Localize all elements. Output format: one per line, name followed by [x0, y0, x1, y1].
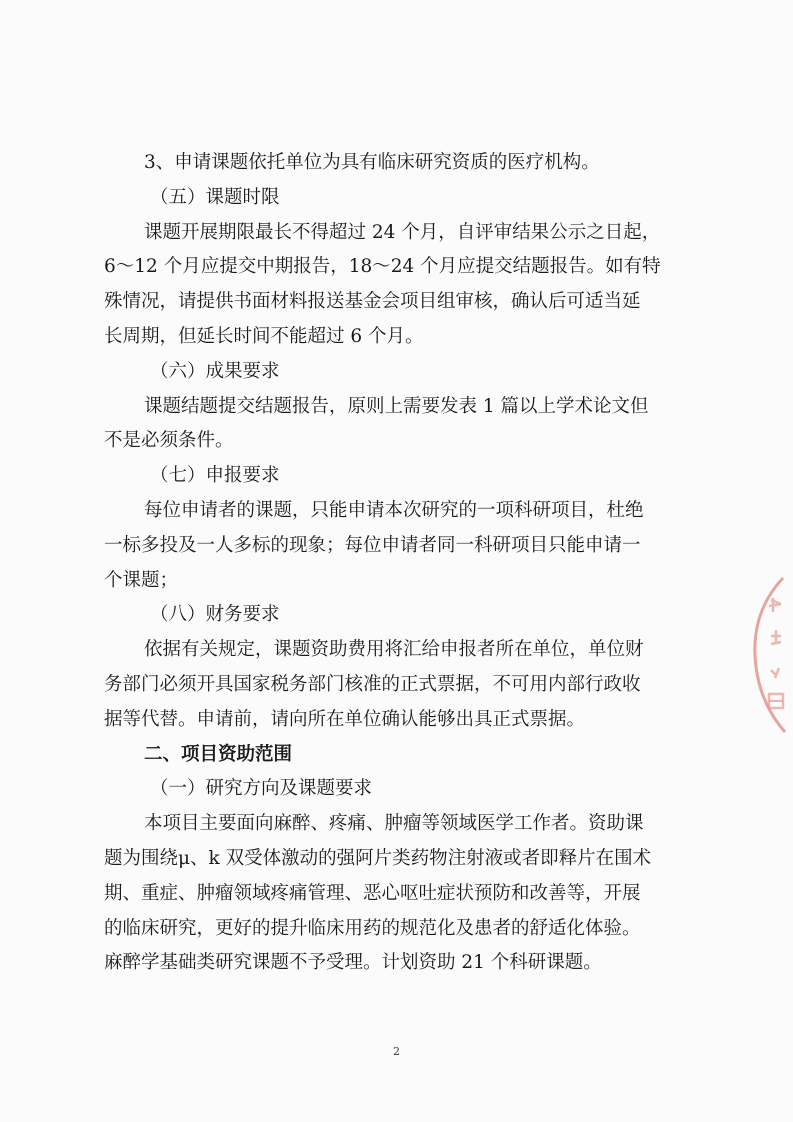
text-line: （七）申报要求	[150, 465, 280, 487]
text-line: 本项目主要面向麻醉、疼痛、肿瘤等领域医学工作者。资助课	[144, 813, 644, 835]
text-line: （八）财务要求	[150, 604, 280, 626]
text-line: 课题开展期限最长不得超过 24 个月，自评审结果公示之日起，	[144, 221, 661, 243]
text-line: 个课题；	[104, 569, 179, 591]
text-line: 不是必须条件。	[104, 430, 234, 452]
text-line: 务部门必须开具国家税务部门核准的正式票据，不可用内部行政收	[104, 674, 641, 695]
seal-stamp-partial	[743, 570, 793, 740]
text-line: 6～12 个月应提交中期报告，18～24 个月应提交结题报告。如有特	[104, 256, 661, 278]
text-line: 依据有关规定，课题资助费用将汇给申报者所在单位，单位财	[144, 639, 644, 661]
text-line: （六）成果要求	[150, 360, 280, 382]
text-line: 题为围绕μ、k 双受体激动的强阿片类药物注射液或者即释片在围术	[104, 848, 652, 869]
text-line: （一）研究方向及课题要求	[150, 778, 373, 800]
page-number: 2	[393, 1045, 400, 1058]
text-line: 的临床研究，更好的提升临床用药的规范化及患者的舒适化体验。	[104, 917, 641, 939]
text-line: 据等代替。申请前，请向所在单位确认能够出具正式票据。	[104, 708, 586, 730]
text-line: 麻醉学基础类研究课题不予受理。计划资助 21 个科研课题。	[104, 952, 602, 974]
text-line: 课题结题提交结题报告，原则上需要发表 1 篇以上学术论文但	[144, 395, 649, 417]
text-line: 期、重症、肿瘤领域疼痛管理、恶心呕吐症状预防和改善等，开展	[104, 882, 641, 904]
text-line: 一标多投及一人多标的现象；每位申请者同一科研项目只能申请一	[104, 534, 641, 556]
text-line: 3、申请课题依托单位为具有临床研究资质的医疗机构。	[144, 152, 600, 173]
text-line: 殊情况，请提供书面材料报送基金会项目组审核，确认后可适当延	[104, 291, 641, 313]
text-line: 每位申请者的课题，只能申请本次研究的一项科研项目，杜绝	[144, 500, 644, 521]
text-line: 长周期，但延长时间不能超过 6 个月。	[104, 326, 424, 347]
text-line: （五）课题时限	[150, 186, 280, 208]
section-heading: 二、项目资助范围	[144, 743, 293, 765]
